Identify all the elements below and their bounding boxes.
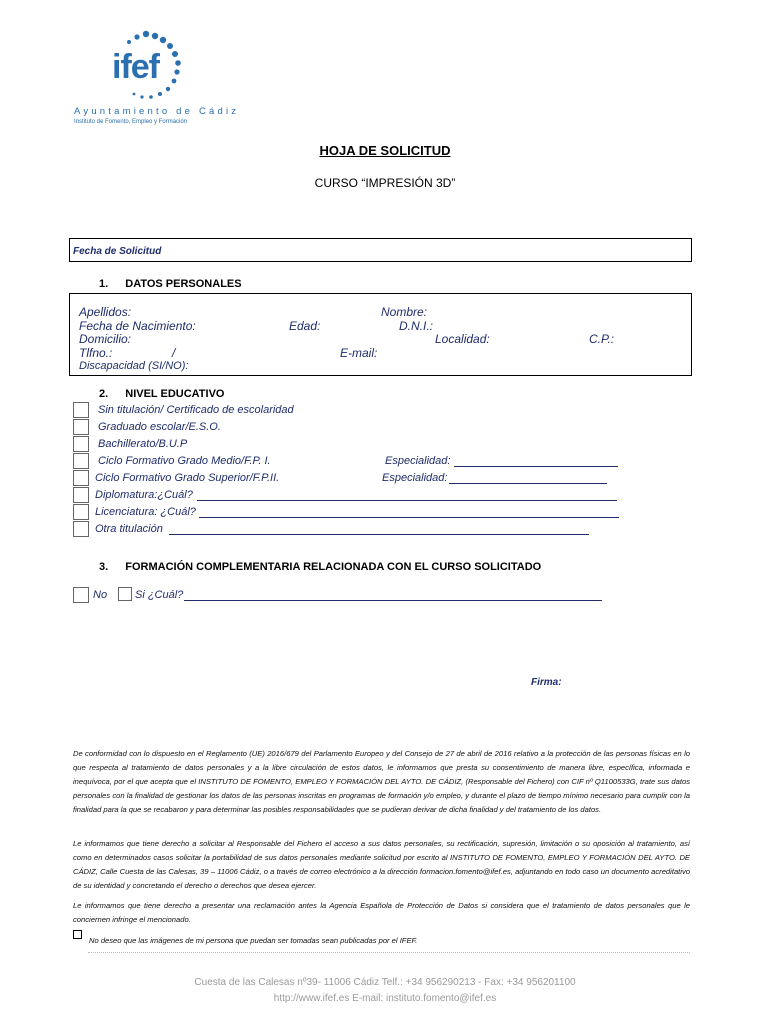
domicilio-label: Domicilio: <box>79 332 132 346</box>
option-no-label: No <box>93 589 108 601</box>
legal-paragraph-3: Le informamos que tiene derecho a presentar una reclamación antes la Agencia Española de Protección de Datos si considera que el tratamiento de datos personales que le conciernen infringe el mencionado. <box>73 901 690 924</box>
section1-heading <box>99 278 242 290</box>
legal-paragraph-1: De conformidad con lo dispuesto en el Reglamento (UE) 2016/679 del Parlamento Europeo y del Consejo de 27 de abril de 2016 relativo a la protección de las personas físicas en lo que respecta al tratamiento de datos personales y a la libre circulación de estos datos, le informamos que presta su consentimiento de manera libre, específica, informada e inequívoca, por el que acepta que el INSTITUTO DE FOMENTO, EMPLEO Y FORMACIÓN DEL AYTO. DE CÁDIZ, (Responsable del Fichero) con CIF nº Q1100533G, trate sus datos personales con la finalidad de gestionar los datos de las personas inscritas en programas de formación y/o empleo, y durante el plazo de tiempo mínimo necesario para cumplir con la finalidad para la que se recabaron y para determinar las posibles responsabilidades que se pudieran derivar de dicha finalidad y del tratamiento de los datos. <box>73 749 690 814</box>
option-licenciatura[interactable] <box>73 503 633 520</box>
section2-heading <box>99 388 224 400</box>
option-label: Licenciatura: ¿Cuál? <box>95 506 196 518</box>
especialidad-label: Especialidad: <box>385 455 451 467</box>
datos-personales-box[interactable] <box>69 293 692 376</box>
checkbox[interactable] <box>73 419 89 435</box>
checkbox[interactable] <box>73 436 89 452</box>
localidad-label: Localidad: <box>435 332 490 346</box>
option-no[interactable] <box>73 586 113 604</box>
cp-label: C.P.: <box>589 332 615 346</box>
edad-label: Edad: <box>289 319 321 333</box>
option-label: Ciclo Formativo Grado Medio/F.P. I. <box>98 455 271 467</box>
nivel-educativo-list <box>73 401 633 541</box>
diplomatura-field[interactable] <box>197 500 617 501</box>
footer-address: Cuesta de las Calesas nº39- 11006 Cádiz Telf.: +34 956290213 - Fax: +34 956201100 <box>194 977 576 988</box>
checkbox[interactable] <box>73 930 82 939</box>
ifef-logo <box>70 28 240 128</box>
fecha-solicitud-label: Fecha de Solicitud <box>73 246 162 257</box>
licenciatura-field[interactable] <box>199 517 619 518</box>
checkbox[interactable] <box>118 587 132 601</box>
option-ciclo-grado-superior[interactable] <box>73 469 633 486</box>
checkbox[interactable] <box>73 587 89 603</box>
fecha-solicitud-box[interactable] <box>69 238 692 262</box>
section1-number: 1. <box>99 278 109 290</box>
checkbox[interactable] <box>73 504 89 520</box>
discapacidad-label: Discapacidad (SI/NO): <box>79 360 189 372</box>
firma-label: Firma: <box>531 677 562 688</box>
option-ciclo-grado-medio[interactable] <box>73 452 633 469</box>
logo-mark: ifef <box>112 48 159 86</box>
checkbox[interactable] <box>73 402 89 418</box>
option-label: Graduado escolar/E.S.O. <box>98 421 221 433</box>
fecha-nacimiento-label: Fecha de Nacimiento: <box>79 319 196 333</box>
especialidad-label: Especialidad: <box>382 472 448 484</box>
section3-heading <box>99 561 541 573</box>
section3-title: FORMACIÓN COMPLEMENTARIA RELACIONADA CON EL CURSO SOLICITADO <box>125 561 542 573</box>
logo-org-line1: Ayuntamiento de Cádiz <box>74 106 240 117</box>
option-graduado-escolar[interactable] <box>73 418 373 435</box>
footer-contact: http://www.ifef.es E-mail: instituto.fomento@ifef.es <box>273 993 497 1004</box>
option-si[interactable] <box>118 586 608 604</box>
images-consent-label: No deseo que las imágenes de mi persona que puedan ser tomadas sean publicadas por el IFEF. <box>89 936 418 945</box>
option-otra-titulacion[interactable] <box>73 520 633 537</box>
option-label: Bachillerato/B.U.P <box>98 438 188 450</box>
si-cual-field[interactable] <box>184 600 602 601</box>
section3-number: 3. <box>99 561 109 573</box>
nombre-label: Nombre: <box>381 305 428 319</box>
checkbox[interactable] <box>73 470 89 486</box>
images-consent-option[interactable] <box>73 930 693 950</box>
option-si-label: Si ¿Cuál? <box>135 589 184 601</box>
page-title: HOJA DE SOLICITUD <box>319 143 451 158</box>
especialidad-field[interactable] <box>454 466 618 467</box>
telefono-label: Tlfno.: <box>79 346 113 360</box>
section2-title: NIVEL EDUCATIVO <box>125 388 225 400</box>
option-label: Diplomatura:¿Cuál? <box>95 489 193 501</box>
dni-label: D.N.I.: <box>399 319 434 333</box>
telefono-separator: / <box>172 346 176 360</box>
checkbox[interactable] <box>73 487 89 503</box>
apellidos-label: Apellidos: <box>79 305 132 319</box>
option-sin-titulacion[interactable] <box>73 401 373 418</box>
checkbox[interactable] <box>73 521 89 537</box>
option-label: Otra titulación <box>95 523 163 535</box>
section2-number: 2. <box>99 388 109 400</box>
legal-paragraph-2: Le informamos que tiene derecho a solicitar al Responsable del Fichero el acceso a sus datos personales, su rectificación, supresión, limitación o su oposición al tratamiento, así como en determinados casos solicitar la portabilidad de sus datos personales mediante solicitud por escrito al INSTITUTO DE FOMENTO, EMPLEO Y FORMACIÓN DEL AYTO. DE CÁDIZ, Calle Cuesta de las Calesas, 39 – 11006 Cádiz, o a través de correo electrónico a la dirección formacion.fomento@ifef.es, adjuntando en todo caso un documento acreditativo de su identidad y concretando el derecho o derechos que desea ejercer. <box>73 839 690 890</box>
email-label: E-mail: <box>340 346 378 360</box>
especialidad-field[interactable] <box>449 483 607 484</box>
option-label: Sin titulación/ Certificado de escolaridad <box>98 404 294 416</box>
option-bachillerato[interactable] <box>73 435 373 452</box>
option-label: Ciclo Formativo Grado Superior/F.P.II. <box>95 472 280 484</box>
logo-org-line2: Instituto de Fomento, Empleo y Formación <box>74 119 188 125</box>
section1-title: DATOS PERSONALES <box>125 278 242 290</box>
checkbox[interactable] <box>73 453 89 469</box>
page-subtitle: CURSO “IMPRESIÓN 3D” <box>314 176 456 190</box>
otra-titulacion-field[interactable] <box>169 534 589 535</box>
option-diplomatura[interactable] <box>73 486 633 503</box>
footer-divider <box>88 952 690 953</box>
